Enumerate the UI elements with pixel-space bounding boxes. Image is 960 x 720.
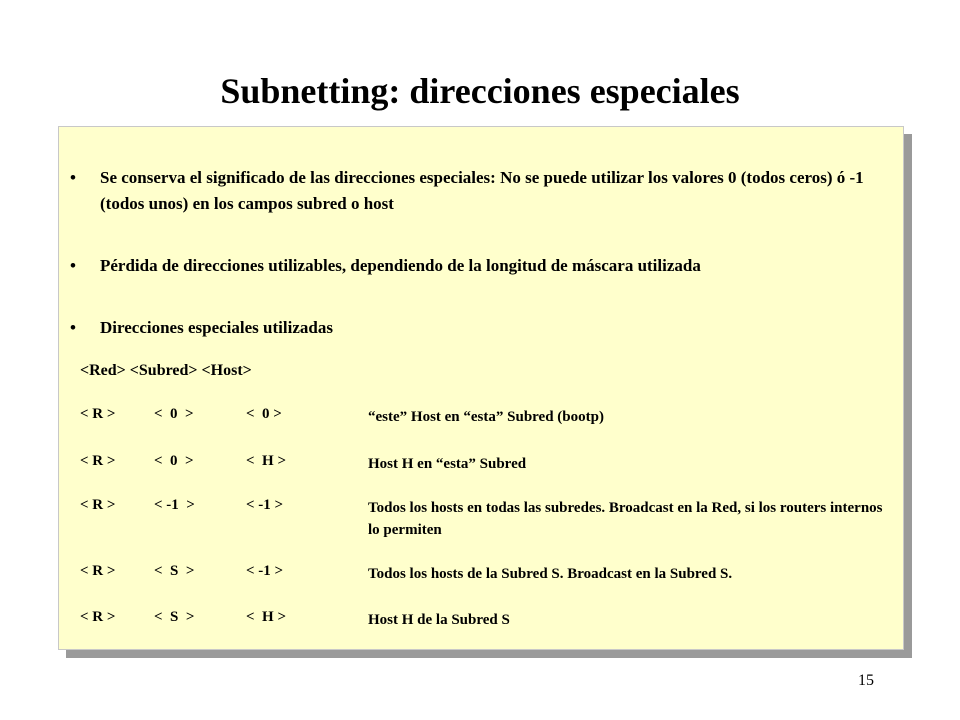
subred-field: < S > [154, 563, 195, 579]
bullet-marker: • [70, 318, 76, 337]
red-field: < R > [80, 406, 116, 422]
bullet-special-addresses [70, 165, 890, 217]
page-number: 15 [858, 672, 874, 689]
red-field: < R > [80, 563, 116, 579]
row-description: Host H de la Subred S [368, 612, 510, 628]
bullet-text: Direcciones especiales utilizadas [100, 318, 333, 337]
bullet-address-loss [70, 253, 890, 279]
red-field: < R > [80, 609, 116, 625]
red-field: < R > [80, 453, 116, 469]
address-row [80, 406, 900, 454]
subred-field: < S > [154, 609, 195, 625]
subred-field: < 0 > [154, 406, 194, 422]
slide-title: Subnetting: direcciones especiales [220, 71, 740, 111]
row-description: Host H en “esta” Subred [368, 456, 527, 472]
bullet-special-addresses-used [70, 315, 890, 341]
bullet-text: Se conserva el significado de las direcciones especiales: No se puede utilizar los valores 0 (todos ceros) ó -1 (todos unos) en los campos subred o host [100, 168, 864, 213]
bullet-marker: • [70, 256, 76, 275]
address-format-label: <Red> <Subred> <Host> [80, 362, 252, 379]
address-row [80, 497, 900, 545]
address-row [80, 609, 900, 657]
red-field: < R > [80, 497, 116, 513]
address-row [80, 563, 900, 611]
bullet-text: Pérdida de direcciones utilizables, dependiendo de la longitud de máscara utilizada [100, 256, 701, 275]
address-row [80, 453, 900, 501]
subred-field: < -1 > [154, 497, 195, 513]
host-field: < 0 > [246, 406, 282, 422]
row-description: Todos los hosts de la Subred S. Broadcast en la Subred S. [368, 566, 733, 582]
host-field: < H > [246, 453, 287, 469]
host-field: < H > [246, 609, 287, 625]
host-field: < -1 > [246, 497, 284, 513]
host-field: < -1 > [246, 563, 284, 579]
subred-field: < 0 > [154, 453, 194, 469]
row-description: “este” Host en “esta” Subred (bootp) [368, 409, 604, 425]
row-description: Todos los hosts en todas las subredes. Broadcast en la Red, si los routers internos lo permiten [368, 500, 883, 538]
bullet-marker: • [70, 168, 76, 187]
